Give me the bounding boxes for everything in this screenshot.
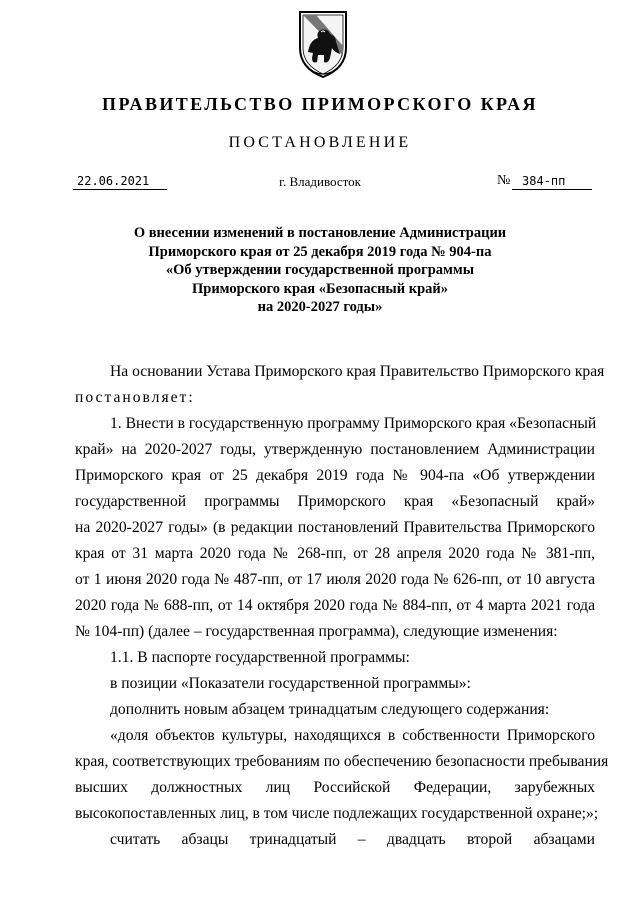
subject-line: «Об утверждении государственной программы	[165, 262, 475, 279]
subject-line: Приморского края «Безопасный край»	[191, 280, 448, 297]
body-line: 2020 года № 688-пп, от 14 октября 2020 года № 884-пп, от 4 марта 2021 года	[75, 597, 595, 614]
coat-of-arms-icon	[294, 8, 352, 80]
body-line: 1. Внести в государственную программу Приморского края «Безопасный	[110, 415, 597, 432]
body-line: считать абзацы тринадцатый – двадцать второй абзацами	[110, 831, 595, 848]
body-line: высокопоставленных лиц, в том числе подлежащих государственной охране;»;	[75, 805, 599, 822]
body-line: края, соответствующих требованиям по обеспечению безопасности пребывания	[75, 753, 609, 770]
subject-line: на 2020-2027 годы»	[257, 299, 383, 316]
document-date: 22.06.2021	[73, 174, 167, 190]
body-line: дополнить новым абзацем тринадцатым следующего содержания:	[110, 701, 550, 718]
document-number: 384-пп	[512, 174, 592, 190]
body-line: на 2020-2027 годы» (в редакции постановлений Правительства Приморского	[75, 519, 595, 536]
subject-line: О внесении изменений в постановление Администрации	[133, 225, 507, 241]
document-type: ПОСТАНОВЛЕНИЕ	[228, 134, 412, 151]
government-title: ПРАВИТЕЛЬСТВО ПРИМОРСКОГО КРАЯ	[102, 94, 538, 114]
body-line: государственной программы Приморского края «Безопасный край»	[75, 493, 595, 510]
body-line: 1.1. В паспорте государственной программы:	[110, 649, 410, 666]
document-place: г. Владивосток	[279, 174, 361, 189]
body-line: в позиции «Показатели государственной программы»:	[110, 675, 471, 692]
body-line: края от 31 марта 2020 года № 268-пп, от 28 апреля 2020 года № 381-пп,	[75, 545, 595, 562]
document-number-label: №	[497, 173, 511, 188]
document-body	[75, 359, 609, 853]
body-line: Приморского края от 25 декабря 2019 года № 904-па «Об утверждении	[75, 467, 595, 484]
body-line: от 1 июня 2020 года № 487-пп, от 17 июля 2020 года № 626-пп, от 10 августа	[75, 571, 595, 588]
body-line: «доля объектов культуры, находящихся в собственности Приморского	[110, 727, 595, 744]
body-line: высших должностных лиц Российской Федерации, зарубежных	[75, 779, 595, 796]
body-line: № 104-пп) (далее – государственная программа), следующие изменения:	[75, 623, 558, 640]
body-line: На основании Устава Приморского края Правительство Приморского края	[110, 363, 605, 380]
body-line: край» на 2020-2027 годы, утвержденную постановлением Администрации	[75, 441, 595, 458]
subject-line: Приморского края от 25 декабря 2019 года № 904-па	[148, 243, 492, 260]
body-line: постановляет:	[75, 389, 195, 406]
document-subject	[90, 224, 550, 317]
